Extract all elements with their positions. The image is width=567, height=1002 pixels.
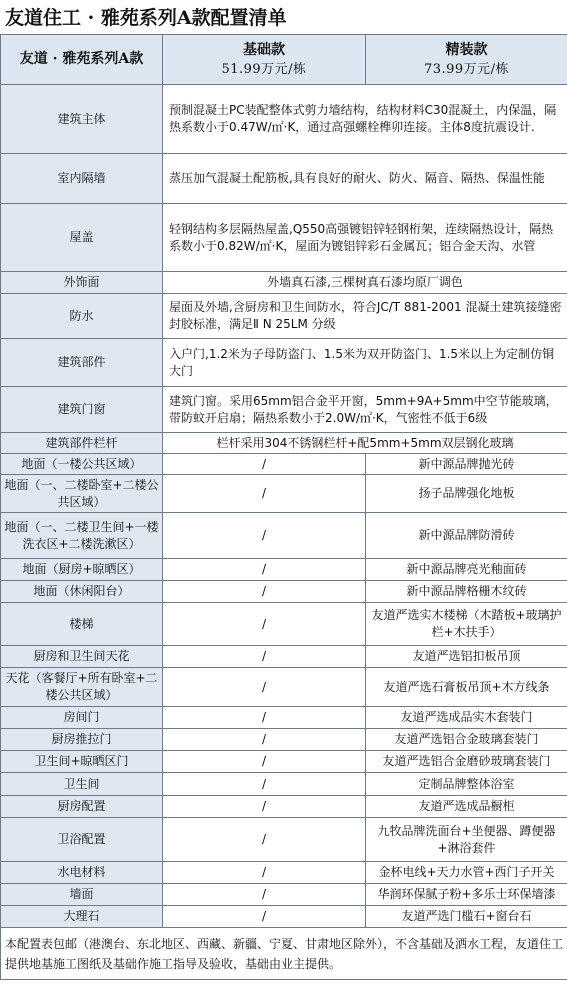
row-label: 水电材料: [1, 862, 163, 884]
premium-value: 友道严选实木楼梯（木踏板+玻璃护栏+木扶手）: [366, 603, 567, 646]
config-table: [0, 34, 567, 980]
table-row: [1, 475, 567, 513]
table-row: [1, 729, 567, 751]
row-label: 墙面: [1, 884, 163, 906]
row-label: 厨房和卫生间天花: [1, 646, 163, 668]
table-row: [1, 294, 567, 339]
premium-package-label: 精装款: [445, 41, 488, 58]
basic-value: /: [163, 751, 366, 773]
basic-value: /: [163, 668, 366, 707]
basic-package-price: 51.99万元/栋: [221, 61, 307, 77]
table-row: [1, 603, 567, 646]
table-row: [1, 433, 567, 454]
basic-value: /: [163, 796, 366, 818]
table-row: [1, 454, 567, 475]
row-label: 建筑部件: [1, 339, 163, 387]
row-label: 建筑门窗: [1, 387, 163, 433]
table-row: [1, 204, 567, 272]
row-label: 建筑部件栏杆: [1, 433, 163, 454]
table-row: [1, 668, 567, 707]
premium-value: 友道严选铝扣板吊顶: [366, 646, 567, 668]
basic-value: /: [163, 475, 366, 513]
premium-value: 新中源品牌抛光砖: [366, 454, 567, 475]
basic-value: /: [163, 559, 366, 581]
table-row: [1, 646, 567, 668]
table-row: [1, 559, 567, 581]
basic-value: /: [163, 906, 366, 928]
table-row: [1, 862, 567, 884]
table-row: [1, 818, 567, 862]
table-row: [1, 906, 567, 928]
table-row: [1, 796, 567, 818]
footnote-row: [1, 928, 567, 980]
basic-value: /: [163, 773, 366, 796]
footnote: 本配置表包邮（港澳台、东北地区、西藏、新疆、宁夏、甘肃地区除外），不含基础及洒水工程，友道住工提供地基施工图纸及基础作施工指导及验收，基础由业主提供。: [1, 928, 567, 980]
row-value: 建筑门窗。采用65mm铝合金平开窗，5mm+9A+5mm中空节能玻璃，带防蚊开启扇；隔热系数小于2.0W/㎡·K，气密性不低于6级: [163, 387, 567, 433]
premium-value: 华润环保腻子粉+多乐士环保墙漆: [366, 884, 567, 906]
table-row: [1, 272, 567, 294]
premium-value: 新中源品牌亮光釉面砖: [366, 559, 567, 581]
basic-value: /: [163, 454, 366, 475]
row-label: 房间门: [1, 707, 163, 729]
row-label: 卫生间: [1, 773, 163, 796]
basic-value: /: [163, 707, 366, 729]
premium-value: 定制品牌整体浴室: [366, 773, 567, 796]
table-header-row: [1, 35, 567, 85]
series-name-cell: 友道 · 雅苑系列A款: [1, 35, 163, 85]
row-label: 天花（客餐厅+所有卧室+二楼公共区域）: [1, 668, 163, 707]
row-value: 入户门,1.2米为子母防盗门、1.5米为双开防盗门、1.5米以上为定制仿铜大门: [163, 339, 567, 387]
basic-value: /: [163, 603, 366, 646]
premium-value: 新中源品牌格栅木纹砖: [366, 581, 567, 603]
basic-package-header: [163, 35, 366, 85]
row-label: 厨房配置: [1, 796, 163, 818]
table-row: [1, 513, 567, 559]
table-row: [1, 154, 567, 204]
premium-value: 友道严选石膏板吊顶+木方线条: [366, 668, 567, 707]
row-label: 楼梯: [1, 603, 163, 646]
basic-value: /: [163, 884, 366, 906]
basic-value: /: [163, 513, 366, 559]
row-value: 预制混凝土PC装配整体式剪力墙结构，结构材料C30混凝土，内保温，隔热系数小于0.47W/㎡·K，通过高强螺栓榫卯连接。主体8度抗震设计.: [163, 85, 567, 154]
premium-package-header: [366, 35, 567, 85]
premium-value: 友道严选门槛石+窗台石: [366, 906, 567, 928]
row-value: 外墙真石漆,三棵树真石漆均原厂调色: [163, 272, 567, 294]
table-row: [1, 707, 567, 729]
table-row: [1, 85, 567, 154]
row-label: 屋盖: [1, 204, 163, 272]
premium-value: 友道严选铝合金玻璃套装门: [366, 729, 567, 751]
premium-value: 友道严选成品橱柜: [366, 796, 567, 818]
row-label: 地面（一楼公共区域）: [1, 454, 163, 475]
page-title: 友道住工 · 雅苑系列A款配置清单: [0, 0, 567, 34]
table-row: [1, 884, 567, 906]
table-row: [1, 581, 567, 603]
table-row: [1, 751, 567, 773]
basic-value: /: [163, 729, 366, 751]
premium-value: 九牧品牌洗面台+坐便器、蹲便器+淋浴套件: [366, 818, 567, 862]
premium-value: 友道严选铝合金磨砂玻璃套装门: [366, 751, 567, 773]
basic-package-label: 基础款: [243, 41, 285, 58]
row-label: 地面（厨房+晾晒区）: [1, 559, 163, 581]
row-value: 屋面及外墙,含厨房和卫生间防水，符合JC/T 881-2001 混凝土建筑接缝密封胶标准，满足Ⅱ N 25LM 分级: [163, 294, 567, 339]
row-label: 厨房推拉门: [1, 729, 163, 751]
row-value: 轻钢结构多层隔热屋盖,Q550高强镀铝锌轻钢桁架，连续隔热设计，隔热系数小于0.82W/㎡·K，屋面为镀铝锌彩石金属瓦；铝合金天沟、水管: [163, 204, 567, 272]
basic-value: /: [163, 862, 366, 884]
basic-value: /: [163, 818, 366, 862]
row-value: 栏杆采用304不锈钢栏杆+配5mm+5mm双层钢化玻璃: [163, 433, 567, 454]
row-label: 卫浴配置: [1, 818, 163, 862]
row-value: 蒸压加气混凝土配筋板,具有良好的耐火、防火、隔音、隔热、保温性能: [163, 154, 567, 204]
premium-value: 新中源品牌防滑砖: [366, 513, 567, 559]
row-label: 室内隔墙: [1, 154, 163, 204]
table-row: [1, 773, 567, 796]
table-row: [1, 387, 567, 433]
row-label: 卫生间+晾晒区门: [1, 751, 163, 773]
premium-value: 扬子品牌强化地板: [366, 475, 567, 513]
row-label: 防水: [1, 294, 163, 339]
row-label: 地面（一、二楼卧室+二楼公共区域）: [1, 475, 163, 513]
basic-value: /: [163, 581, 366, 603]
row-label: 大理石: [1, 906, 163, 928]
premium-value: 友道严选成品实木套装门: [366, 707, 567, 729]
row-label: 地面（一、二楼卫生间+一楼洗衣区+二楼洗漱区）: [1, 513, 163, 559]
row-label: 建筑主体: [1, 85, 163, 154]
table-row: [1, 339, 567, 387]
row-label: 外饰面: [1, 272, 163, 294]
basic-value: /: [163, 646, 366, 668]
row-label: 地面（休闲阳台）: [1, 581, 163, 603]
premium-value: 金杯电线+天力水管+西门子开关: [366, 862, 567, 884]
premium-package-price: 73.99万元/栋: [423, 61, 510, 77]
